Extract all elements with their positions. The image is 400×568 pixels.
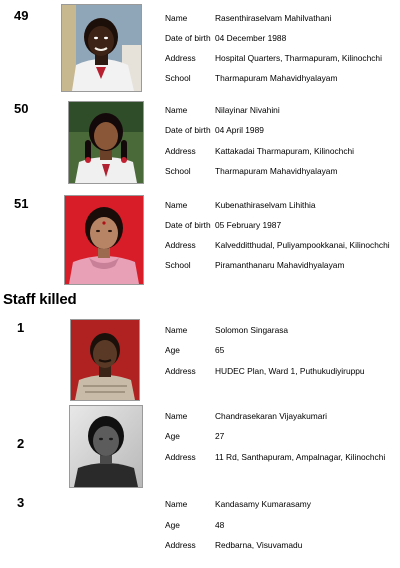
portrait-photo	[69, 405, 143, 488]
field-label: School	[165, 166, 191, 176]
section-title: Staff killed	[3, 291, 77, 308]
field-value: 04 April 1989	[215, 125, 264, 135]
field-label: Date of birth	[165, 220, 211, 230]
field-label: Name	[165, 105, 188, 115]
field-label: Age	[165, 345, 180, 355]
field-value: Tharmapuram Mahavidhyalayam	[215, 73, 338, 83]
field-label: Address	[165, 540, 196, 550]
field-label: Address	[165, 146, 196, 156]
field-value: Solomon Singarasa	[215, 325, 289, 335]
field-label: Address	[165, 366, 196, 376]
field-label: Age	[165, 520, 180, 530]
field-label: Date of birth	[165, 33, 211, 43]
field-label: Name	[165, 200, 188, 210]
field-value: 48	[215, 520, 225, 530]
entry-number: 50	[14, 101, 29, 116]
entry-number: 51	[14, 196, 29, 211]
field-label: Address	[165, 53, 196, 63]
field-label: School	[165, 260, 191, 270]
field-label: Name	[165, 13, 188, 23]
field-value: 27	[215, 431, 225, 441]
field-label: Address	[165, 452, 196, 462]
field-label: School	[165, 73, 191, 83]
field-label: Name	[165, 411, 188, 421]
field-value: 65	[215, 345, 225, 355]
field-value: Tharmapuram Mahavidhyalayam	[215, 166, 338, 176]
field-value: Chandrasekaran Vijayakumari	[215, 411, 328, 421]
field-value: 05 February 1987	[215, 220, 282, 230]
field-label: Date of birth	[165, 125, 211, 135]
entry-number: 49	[14, 8, 29, 23]
field-label: Name	[165, 499, 188, 509]
portrait-photo	[68, 101, 144, 184]
portrait-photo	[64, 195, 144, 285]
field-value: Redbarna, Visuvamadu	[215, 540, 303, 550]
field-value: Kubenathiraselvam Lihithia	[215, 200, 316, 210]
field-value: Hospital Quarters, Tharmapuram, Kilinochchi	[215, 53, 382, 63]
field-value: Rasenthiraselvam Mahilvathani	[215, 13, 332, 23]
field-value: Kattakadai Tharmapuram, Kilinochchi	[215, 146, 355, 156]
field-value: Kandasamy Kumarasamy	[215, 499, 311, 509]
field-value: Kalvedditthudal, Puliyampookkanai, Kilinochchi	[215, 240, 390, 250]
field-label: Age	[165, 431, 180, 441]
field-value: Nilayinar Nivahini	[215, 105, 280, 115]
field-label: Address	[165, 240, 196, 250]
entry-number: 1	[17, 320, 25, 335]
field-label: Name	[165, 325, 188, 335]
field-value: Piramanthanaru Mahavidhyalayam	[215, 260, 345, 270]
entry-number: 2	[17, 436, 25, 451]
field-value: 04 December 1988	[215, 33, 287, 43]
portrait-photo	[70, 319, 140, 401]
entry-number: 3	[17, 495, 25, 510]
field-value: 11 Rd, Santhapuram, Ampalnagar, Kilinochchi	[215, 452, 386, 462]
field-value: HUDEC Plan, Ward 1, Puthukudiyiruppu	[215, 366, 365, 376]
portrait-photo	[61, 4, 142, 92]
